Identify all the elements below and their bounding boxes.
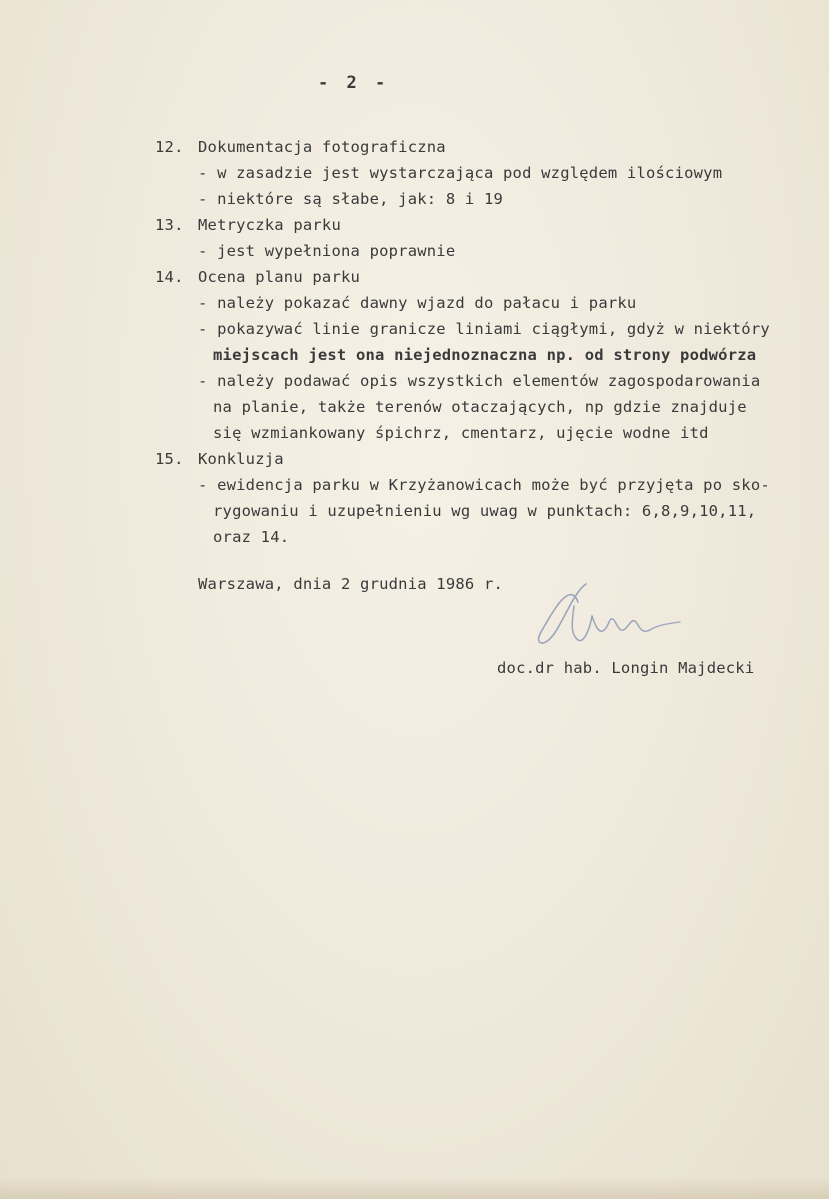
item-13-title: Metryczka parku [198,216,341,234]
item-12-number: 12. [155,138,184,156]
item-14-line-4: - należy podawać opis wszystkich elementów zagospodarowania [198,372,761,390]
item-15-number: 15. [155,450,184,468]
item-14-line-3: miejscach jest ona niejednoznaczna np. od strony podwórza [213,346,757,364]
item-15-line-2: rygowaniu i uzupełnieniu wg uwag w punktach: 6,8,9,10,11, [213,502,757,520]
item-15-line-1: - ewidencja parku w Krzyżanowicach może być przyjęta po sko- [198,476,770,494]
item-13-line-1: - jest wypełniona poprawnie [198,242,456,260]
item-14-line-2: - pokazywać linie granicze liniami ciągłymi, gdyż w niektóry [198,320,770,338]
place-date: Warszawa, dnia 2 grudnia 1986 r. [198,575,504,593]
item-12-line-2: - niektóre są słabe, jak: 8 i 19 [198,190,504,208]
item-12-line-1: - w zasadzie jest wystarczająca pod względem ilościowym [198,164,723,182]
item-15-title: Konkluzja [198,450,284,468]
item-14-line-1: - należy pokazać dawny wjazd do pałacu i parku [198,294,637,312]
item-14-line-6: się wzmiankowany śpichrz, cmentarz, ujęcie wodne itd [213,424,709,442]
signatory-name: doc.dr hab. Longin Majdecki [497,659,755,677]
item-14-number: 14. [155,268,184,286]
handwritten-signature [530,572,710,662]
item-14-title: Ocena planu parku [198,268,361,286]
page-number: - 2 - [318,73,390,93]
item-14-line-5: na planie, także terenów otaczających, np gdzie znajduje [213,398,747,416]
item-13-number: 13. [155,216,184,234]
paper-edge [0,1177,829,1199]
item-15-line-3: oraz 14. [213,528,290,546]
item-12-title: Dokumentacja fotograficzna [198,138,446,156]
